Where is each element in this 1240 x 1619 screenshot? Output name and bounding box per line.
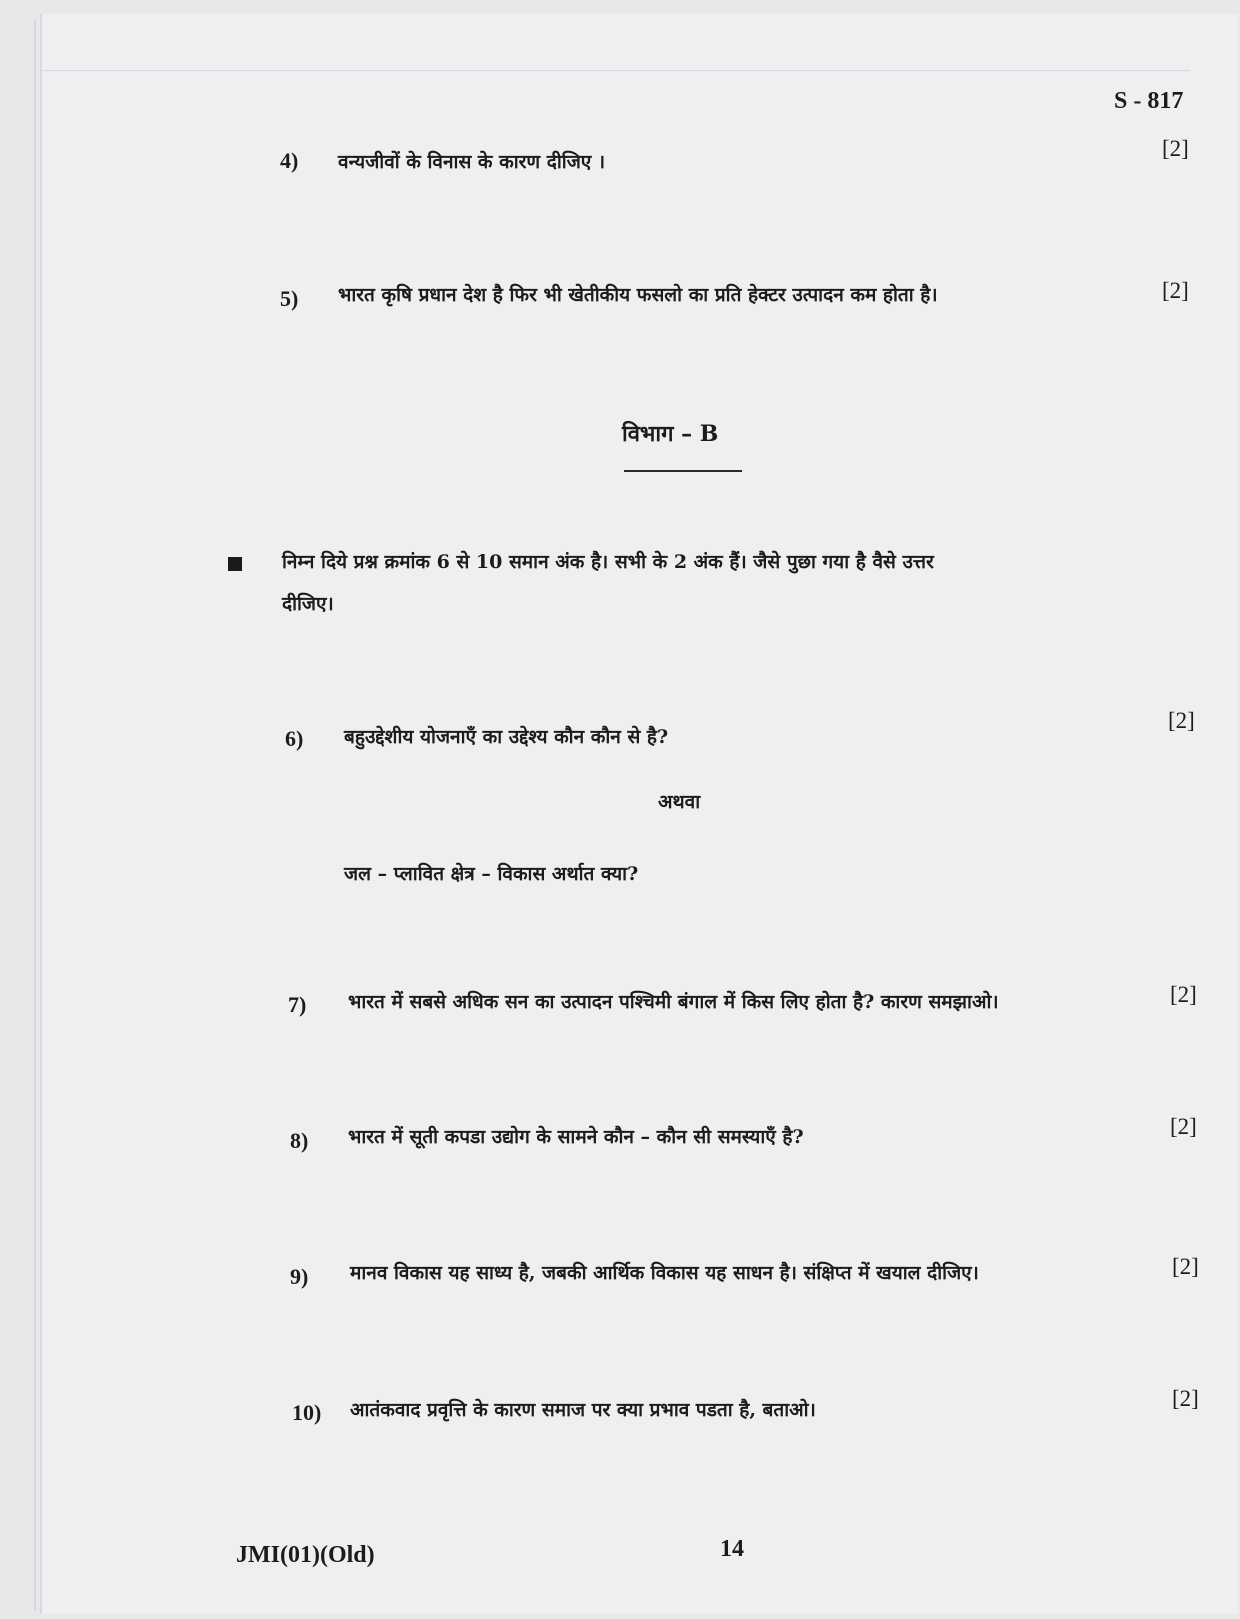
page-edge xyxy=(34,20,36,1610)
question-number: 6) xyxy=(285,726,304,751)
section-title: विभाग – B xyxy=(622,421,719,447)
question-text: भारत में सबसे अधिक सन का उत्पादन पश्चिमी बंगाल में किस लिए होता है? कारण समझाओ। xyxy=(348,991,999,1013)
question-text: भारत में सूती कपडा उद्योग के सामने कौन – कौन सी समस्याएँ है? xyxy=(348,1126,804,1148)
bullet-square-icon xyxy=(228,557,242,571)
question-marks: [2] xyxy=(1162,278,1189,303)
question-marks: [2] xyxy=(1170,982,1197,1007)
question-marks: [2] xyxy=(1170,1114,1197,1139)
question-number: 9) xyxy=(290,1264,309,1289)
page-edge-top xyxy=(40,70,1190,71)
question-number: 4) xyxy=(280,148,299,173)
question-marks: [2] xyxy=(1168,708,1195,733)
instruction-line: निम्न दिये प्रश्न क्रमांक 6 से 10 समान अंक है। सभी के 2 अंक हैं। जैसे पुछा गया है वैसे उत्तर xyxy=(282,551,934,573)
question-number: 10) xyxy=(292,1400,322,1425)
section-title-underline xyxy=(624,470,742,472)
alternative-question-text: जल – प्लावित क्षेत्र – विकास अर्थात क्या? xyxy=(344,863,639,885)
question-number: 7) xyxy=(288,992,307,1017)
instruction-line: दीजिए। xyxy=(282,593,334,615)
question-text: वन्यजीवों के विनास के कारण दीजिए । xyxy=(338,151,606,173)
question-number: 5) xyxy=(280,286,299,311)
question-marks: [2] xyxy=(1162,136,1189,161)
question-number: 8) xyxy=(290,1128,309,1153)
question-text: बहुउद्देशीय योजनाएँ का उद्देश्य कौन कौन से है? xyxy=(344,726,669,748)
question-text: मानव विकास यह साध्य है, जबकी आर्थिक विकास यह साधन है। संक्षिप्त में खयाल दीजिए। xyxy=(350,1262,979,1284)
question-text: भारत कृषि प्रधान देश है फिर भी खेतीकीय फसलो का प्रति हेक्टर उत्पादन कम होता है। xyxy=(338,284,938,306)
question-marks: [2] xyxy=(1172,1386,1199,1411)
or-label: अथवा xyxy=(658,791,701,813)
paper-code: S - 817 xyxy=(1114,88,1184,114)
exam-page xyxy=(40,14,1238,1614)
page-number: 14 xyxy=(720,1536,744,1562)
question-marks: [2] xyxy=(1172,1254,1199,1279)
footer-code: JMI(01)(Old) xyxy=(236,1542,375,1568)
question-text: आतंकवाद प्रवृत्ति के कारण समाज पर क्या प्रभाव पडता है, बताओ। xyxy=(350,1399,816,1421)
